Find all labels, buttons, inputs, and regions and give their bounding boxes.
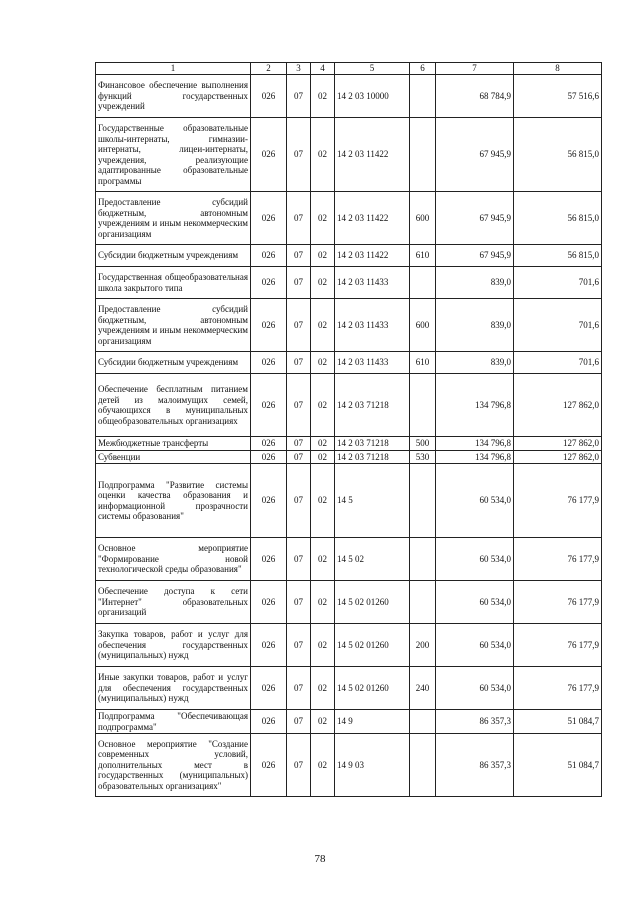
row-subsection-cell: 02 xyxy=(311,450,335,464)
header-cell: 7 xyxy=(436,63,514,75)
row-name-cell: Субсидии бюджетным учреждениям xyxy=(96,352,251,374)
row-code-cell: 026 xyxy=(251,450,287,464)
row-subsection-cell: 02 xyxy=(311,75,335,118)
budget-table xyxy=(95,62,602,797)
row-code-cell: 026 xyxy=(251,464,287,538)
row-target-cell: 14 2 03 11433 xyxy=(335,267,410,299)
row-value-cell: 134 796,8 xyxy=(436,450,514,464)
row-value-cell: 68 784,9 xyxy=(436,75,514,118)
row-value-cell: 839,0 xyxy=(436,267,514,299)
row-section-cell: 07 xyxy=(287,450,311,464)
row-subsection-cell: 02 xyxy=(311,464,335,538)
row-section-cell: 07 xyxy=(287,267,311,299)
row-type-cell xyxy=(410,267,436,299)
row-value-cell: 56 815,0 xyxy=(514,118,602,192)
row-code-cell: 026 xyxy=(251,299,287,352)
row-target-cell: 14 2 03 11433 xyxy=(335,299,410,352)
row-value-cell: 701,6 xyxy=(514,267,602,299)
row-section-cell: 07 xyxy=(287,437,311,451)
row-section-cell: 07 xyxy=(287,118,311,192)
row-type-cell xyxy=(410,581,436,624)
row-name-cell: Межбюджетные трансферты xyxy=(96,437,251,451)
row-code-cell: 026 xyxy=(251,710,287,734)
table-row xyxy=(96,624,602,667)
row-value-cell: 76 177,9 xyxy=(514,538,602,581)
row-type-cell xyxy=(410,734,436,797)
row-target-cell: 14 9 xyxy=(335,710,410,734)
row-code-cell: 026 xyxy=(251,267,287,299)
row-name-cell: Закупка товаров, работ и услуг для обеспечения государственных (муниципальных) нужд xyxy=(96,624,251,667)
row-value-cell: 51 084,7 xyxy=(514,734,602,797)
row-value-cell: 67 945,9 xyxy=(436,192,514,245)
table-row xyxy=(96,710,602,734)
row-code-cell: 026 xyxy=(251,374,287,437)
row-name-cell: Обеспечение доступа к сети "Интернет" образовательных организаций xyxy=(96,581,251,624)
table-row xyxy=(96,374,602,437)
row-subsection-cell: 02 xyxy=(311,245,335,267)
header-cell: 4 xyxy=(311,63,335,75)
row-subsection-cell: 02 xyxy=(311,710,335,734)
row-section-cell: 07 xyxy=(287,710,311,734)
row-code-cell: 026 xyxy=(251,581,287,624)
row-name-cell: Иные закупки товаров, работ и услуг для обеспечения государственных (муниципальных) нужд xyxy=(96,667,251,710)
row-value-cell: 76 177,9 xyxy=(514,624,602,667)
row-value-cell: 60 534,0 xyxy=(436,581,514,624)
row-name-cell: Финансовое обеспечение выполнения функций государственных учреждений xyxy=(96,75,251,118)
row-subsection-cell: 02 xyxy=(311,374,335,437)
row-name-cell: Обеспечение бесплатным питанием детей из малоимущих семей, обучающихся в муниципальных общеобразовательных организациях xyxy=(96,374,251,437)
row-target-cell: 14 2 03 11433 xyxy=(335,352,410,374)
row-subsection-cell: 02 xyxy=(311,118,335,192)
row-subsection-cell: 02 xyxy=(311,624,335,667)
row-target-cell: 14 9 03 xyxy=(335,734,410,797)
row-target-cell: 14 2 03 71218 xyxy=(335,450,410,464)
row-value-cell: 76 177,9 xyxy=(514,667,602,710)
row-type-cell: 200 xyxy=(410,624,436,667)
header-cell: 6 xyxy=(410,63,436,75)
row-name-cell: Основное мероприятие "Создание современных условий, дополнительных мест в государственных (муниципальных) образовательных организациях" xyxy=(96,734,251,797)
row-value-cell: 56 815,0 xyxy=(514,192,602,245)
row-code-cell: 026 xyxy=(251,734,287,797)
row-value-cell: 76 177,9 xyxy=(514,581,602,624)
row-type-cell: 610 xyxy=(410,245,436,267)
row-target-cell: 14 5 02 01260 xyxy=(335,581,410,624)
row-value-cell: 127 862,0 xyxy=(514,437,602,451)
table-row xyxy=(96,437,602,451)
row-subsection-cell: 02 xyxy=(311,734,335,797)
row-value-cell: 57 516,6 xyxy=(514,75,602,118)
row-code-cell: 026 xyxy=(251,192,287,245)
row-target-cell: 14 5 02 01260 xyxy=(335,667,410,710)
row-target-cell: 14 2 03 71218 xyxy=(335,374,410,437)
row-value-cell: 51 084,7 xyxy=(514,710,602,734)
row-type-cell: 500 xyxy=(410,437,436,451)
row-section-cell: 07 xyxy=(287,75,311,118)
row-subsection-cell: 02 xyxy=(311,667,335,710)
row-value-cell: 56 815,0 xyxy=(514,245,602,267)
table-row xyxy=(96,581,602,624)
row-code-cell: 026 xyxy=(251,437,287,451)
row-value-cell: 67 945,9 xyxy=(436,245,514,267)
row-value-cell: 134 796,8 xyxy=(436,374,514,437)
table-row xyxy=(96,464,602,538)
table-row xyxy=(96,267,602,299)
row-value-cell: 701,6 xyxy=(514,299,602,352)
row-subsection-cell: 02 xyxy=(311,192,335,245)
row-name-cell: Субвенции xyxy=(96,450,251,464)
row-section-cell: 07 xyxy=(287,299,311,352)
row-value-cell: 127 862,0 xyxy=(514,450,602,464)
row-section-cell: 07 xyxy=(287,352,311,374)
row-value-cell: 60 534,0 xyxy=(436,667,514,710)
row-target-cell: 14 2 03 11422 xyxy=(335,245,410,267)
row-section-cell: 07 xyxy=(287,734,311,797)
row-code-cell: 026 xyxy=(251,245,287,267)
row-value-cell: 86 357,3 xyxy=(436,710,514,734)
row-type-cell xyxy=(410,75,436,118)
row-subsection-cell: 02 xyxy=(311,437,335,451)
row-value-cell: 134 796,8 xyxy=(436,437,514,451)
row-value-cell: 86 357,3 xyxy=(436,734,514,797)
table-row xyxy=(96,245,602,267)
table-row xyxy=(96,667,602,710)
row-code-cell: 026 xyxy=(251,352,287,374)
row-value-cell: 60 534,0 xyxy=(436,538,514,581)
page-number: 78 xyxy=(314,853,326,865)
row-target-cell: 14 2 03 11422 xyxy=(335,118,410,192)
row-value-cell: 67 945,9 xyxy=(436,118,514,192)
row-code-cell: 026 xyxy=(251,667,287,710)
row-value-cell: 76 177,9 xyxy=(514,464,602,538)
table-row xyxy=(96,192,602,245)
table-row xyxy=(96,299,602,352)
row-code-cell: 026 xyxy=(251,75,287,118)
table-row xyxy=(96,450,602,464)
table-header-row xyxy=(96,63,602,75)
table-row xyxy=(96,75,602,118)
row-subsection-cell: 02 xyxy=(311,538,335,581)
row-name-cell: Предоставление субсидий бюджетным, автономным учреждениям и иным некоммерческим организациям xyxy=(96,192,251,245)
row-type-cell xyxy=(410,118,436,192)
row-target-cell: 14 5 02 01260 xyxy=(335,624,410,667)
table-body xyxy=(96,75,602,797)
row-type-cell xyxy=(410,710,436,734)
row-target-cell: 14 5 xyxy=(335,464,410,538)
row-value-cell: 127 862,0 xyxy=(514,374,602,437)
row-code-cell: 026 xyxy=(251,538,287,581)
table-row xyxy=(96,538,602,581)
table-row xyxy=(96,734,602,797)
row-type-cell: 610 xyxy=(410,352,436,374)
row-name-cell: Подпрограмма "Обеспечивающая подпрограмма" xyxy=(96,710,251,734)
row-section-cell: 07 xyxy=(287,581,311,624)
row-value-cell: 60 534,0 xyxy=(436,464,514,538)
row-target-cell: 14 5 02 xyxy=(335,538,410,581)
row-name-cell: Субсидии бюджетным учреждениям xyxy=(96,245,251,267)
row-subsection-cell: 02 xyxy=(311,267,335,299)
row-name-cell: Основное мероприятие "Формирование новой технологической среды образования" xyxy=(96,538,251,581)
row-value-cell: 60 534,0 xyxy=(436,624,514,667)
row-type-cell: 600 xyxy=(410,299,436,352)
row-target-cell: 14 2 03 10000 xyxy=(335,75,410,118)
row-section-cell: 07 xyxy=(287,245,311,267)
row-type-cell xyxy=(410,538,436,581)
row-type-cell: 240 xyxy=(410,667,436,710)
row-type-cell xyxy=(410,374,436,437)
row-subsection-cell: 02 xyxy=(311,352,335,374)
row-name-cell: Государственная общеобразовательная школа закрытого типа xyxy=(96,267,251,299)
row-name-cell: Подпрограмма "Развитие системы оценки качества образования и информационной прозрачности системы образования" xyxy=(96,464,251,538)
row-code-cell: 026 xyxy=(251,118,287,192)
row-section-cell: 07 xyxy=(287,464,311,538)
row-section-cell: 07 xyxy=(287,667,311,710)
row-subsection-cell: 02 xyxy=(311,299,335,352)
row-section-cell: 07 xyxy=(287,624,311,667)
row-name-cell: Государственные образовательные школы-интернаты, гимназии-интернаты, лицеи-интернаты, учреждения, реализующие адаптированные образовательные программы xyxy=(96,118,251,192)
row-value-cell: 839,0 xyxy=(436,299,514,352)
row-name-cell: Предоставление субсидий бюджетным, автономным учреждениям и иным некоммерческим организациям xyxy=(96,299,251,352)
row-value-cell: 701,6 xyxy=(514,352,602,374)
header-cell: 5 xyxy=(335,63,410,75)
row-type-cell: 530 xyxy=(410,450,436,464)
table-row xyxy=(96,352,602,374)
row-section-cell: 07 xyxy=(287,374,311,437)
row-section-cell: 07 xyxy=(287,538,311,581)
row-target-cell: 14 2 03 11422 xyxy=(335,192,410,245)
row-section-cell: 07 xyxy=(287,192,311,245)
row-value-cell: 839,0 xyxy=(436,352,514,374)
row-type-cell: 600 xyxy=(410,192,436,245)
header-cell: 1 xyxy=(96,63,251,75)
row-target-cell: 14 2 03 71218 xyxy=(335,437,410,451)
header-cell: 8 xyxy=(514,63,602,75)
header-cell: 3 xyxy=(287,63,311,75)
table-row xyxy=(96,118,602,192)
row-code-cell: 026 xyxy=(251,624,287,667)
header-cell: 2 xyxy=(251,63,287,75)
row-type-cell xyxy=(410,464,436,538)
row-subsection-cell: 02 xyxy=(311,581,335,624)
